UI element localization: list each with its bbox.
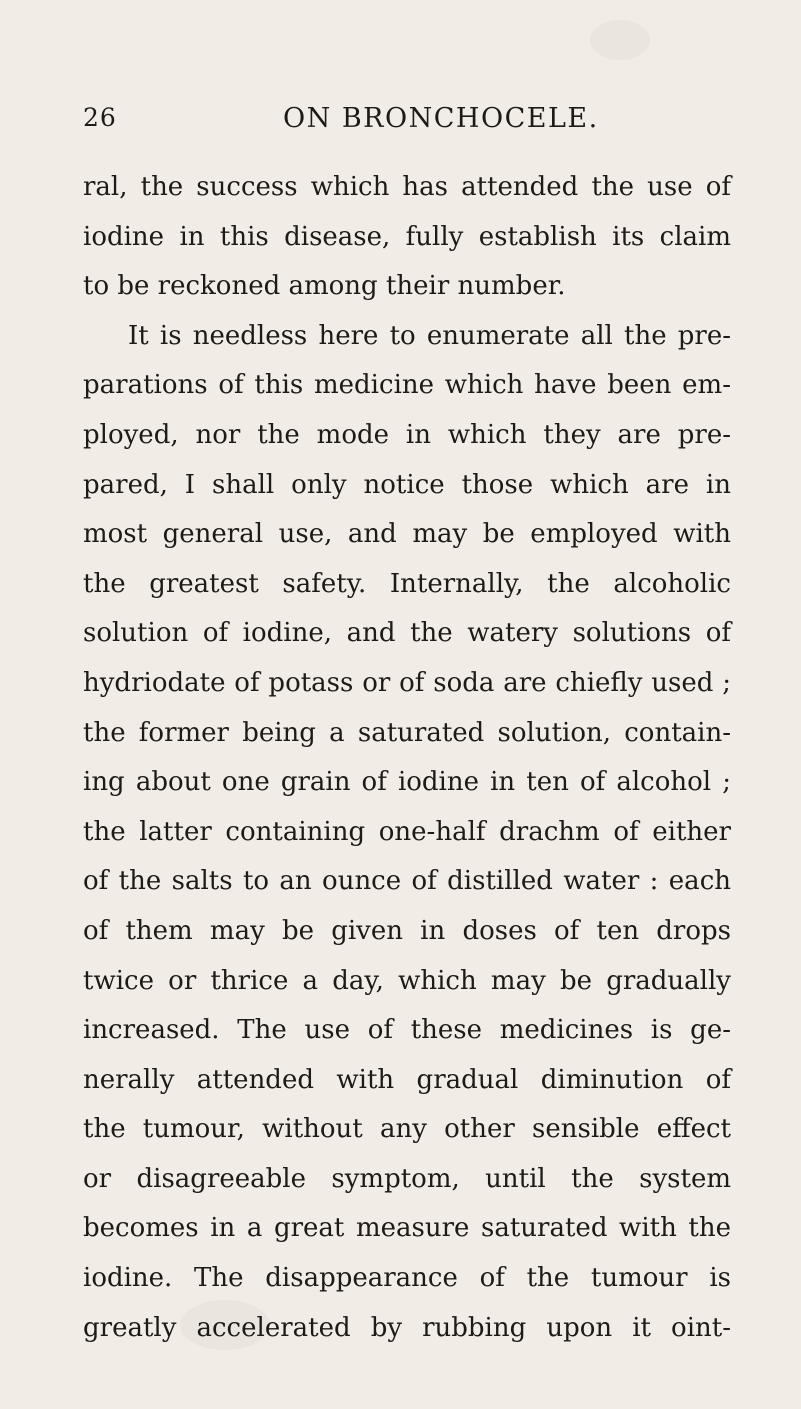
text-line: nerally attended with gradual diminution of <box>83 1064 731 1095</box>
text-line: pared, I shall only notice those which are in <box>83 469 731 500</box>
text-line: most general use, and may be employed with <box>83 519 731 550</box>
text-line: ral, the success which has attended the use of <box>83 172 731 202</box>
text-line: ployed, nor the mode in which they are pre- <box>83 419 731 450</box>
text-line: increased. The use of these medicines is ge- <box>83 1015 731 1046</box>
text-line: iodine in this disease, fully establish its claim <box>83 221 731 252</box>
text-line: iodine. The disappearance of the tumour is <box>83 1263 731 1294</box>
body-text <box>83 163 731 1353</box>
text-line: solution of iodine, and the watery solutions of <box>83 618 731 649</box>
running-header <box>83 103 723 139</box>
text-line: It is needless here to enumerate all the pre- <box>128 320 731 351</box>
text-line: becomes in a great measure saturated with the <box>83 1213 731 1244</box>
text-line: the latter containing one-half drachm of either <box>83 816 731 847</box>
text-line: the former being a saturated solution, contain- <box>83 717 731 748</box>
text-line: hydriodate of potass or of soda are chiefly used ; <box>83 667 731 698</box>
text-line: greatly accelerated by rubbing upon it oint- <box>83 1312 731 1343</box>
text-line: the greatest safety. Internally, the alcoholic <box>83 568 731 599</box>
text-line: parations of this medicine which have been em- <box>83 370 731 401</box>
running-head: ON BRONCHOCELE. <box>283 103 599 134</box>
text-line: or disagreeable symptom, until the system <box>83 1163 731 1194</box>
paper-stain <box>590 20 650 60</box>
text-line: ing about one grain of iodine in ten of alcohol ; <box>83 767 731 798</box>
text-line: to be reckoned among their number. <box>83 271 566 302</box>
text-line: of the salts to an ounce of distilled water : each <box>83 866 731 897</box>
text-line: twice or thrice a day, which may be gradually <box>83 965 731 996</box>
text-line: the tumour, without any other sensible effect <box>83 1114 731 1145</box>
page-number: 26 <box>83 103 117 132</box>
text-line: of them may be given in doses of ten drops <box>83 915 731 946</box>
